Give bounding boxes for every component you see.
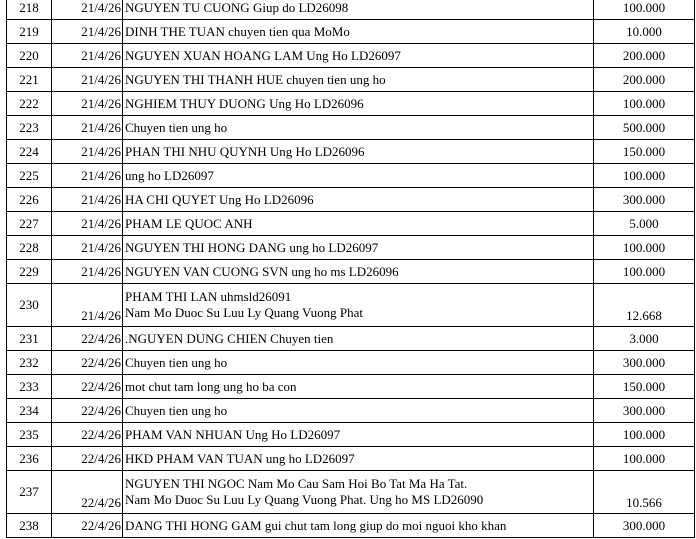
row-description	[123, 68, 594, 92]
table-row	[7, 140, 695, 164]
row-amount: 200.000	[594, 44, 695, 68]
table-row	[7, 327, 695, 351]
description-line: ung ho LD26097	[125, 167, 214, 183]
row-date: 21/4/26	[52, 92, 123, 116]
row-date: 21/4/26	[52, 0, 123, 20]
row-date: 21/4/26	[52, 212, 123, 236]
row-date: 22/4/26	[52, 399, 123, 423]
description-line: NGUYEN VAN CUONG SVN ung ho ms LD26096	[125, 263, 399, 279]
description-line: NGUYEN TU CUONG Giup do LD26098	[125, 0, 349, 15]
row-amount: 3.000	[594, 327, 695, 351]
row-amount: 300.000	[594, 188, 695, 212]
row-description	[123, 327, 594, 351]
row-date: 21/4/26	[52, 140, 123, 164]
row-date: 21/4/26	[52, 188, 123, 212]
row-description	[123, 236, 594, 260]
table-row	[7, 284, 695, 327]
table-row	[7, 375, 695, 399]
row-number: 234	[7, 399, 52, 423]
row-amount: 100.000	[594, 164, 695, 188]
description-line: NGUYEN XUAN HOANG LAM Ung Ho LD26097	[125, 47, 401, 63]
row-amount: 100.000	[594, 0, 695, 20]
row-description	[123, 260, 594, 284]
row-date: 22/4/26	[52, 447, 123, 471]
description-line: Chuyen tien ung ho	[125, 402, 228, 418]
row-description	[123, 44, 594, 68]
description-line: HKD PHAM VAN TUAN ung ho LD26097	[125, 450, 355, 466]
row-amount: 100.000	[594, 423, 695, 447]
row-amount: 150.000	[594, 375, 695, 399]
row-amount: 300.000	[594, 399, 695, 423]
row-number: 220	[7, 44, 52, 68]
table-row	[7, 20, 695, 44]
row-number: 231	[7, 327, 52, 351]
row-date: 21/4/26	[52, 116, 123, 140]
row-number: 229	[7, 260, 52, 284]
row-amount: 100.000	[594, 447, 695, 471]
row-amount: 100.000	[594, 92, 695, 116]
row-date: 21/4/26	[52, 44, 123, 68]
row-number: 224	[7, 140, 52, 164]
row-date: 21/4/26	[52, 68, 123, 92]
row-description	[123, 351, 594, 375]
description-line: .NGUYEN DUNG CHIEN Chuyen tien	[125, 330, 334, 346]
row-date: 21/4/26	[52, 284, 123, 327]
row-number: 232	[7, 351, 52, 375]
row-description	[123, 164, 594, 188]
table-body	[7, 0, 695, 538]
table-row	[7, 351, 695, 375]
row-date: 21/4/26	[52, 236, 123, 260]
row-description	[123, 116, 594, 140]
table-row	[7, 236, 695, 260]
table-row	[7, 188, 695, 212]
row-number: 223	[7, 116, 52, 140]
description-line: PHAM LE QUOC ANH	[125, 215, 253, 231]
description-line: Nam Mo Duoc Su Luu Ly Quang Vuong Phat	[125, 305, 364, 320]
table-row	[7, 447, 695, 471]
row-description	[123, 399, 594, 423]
row-number: 230	[7, 284, 52, 327]
row-description	[123, 471, 594, 514]
table-row	[7, 514, 695, 538]
row-number: 226	[7, 188, 52, 212]
row-description	[123, 92, 594, 116]
row-amount: 300.000	[594, 351, 695, 375]
row-date: 21/4/26	[52, 260, 123, 284]
row-description	[123, 284, 594, 327]
description-line: NGUYEN THI HONG DANG ung ho LD26097	[125, 239, 379, 255]
row-amount: 200.000	[594, 68, 695, 92]
row-description	[123, 423, 594, 447]
row-date: 21/4/26	[52, 164, 123, 188]
description-line: PHAN THI NHU QUYNH Ung Ho LD26096	[125, 143, 365, 159]
table-row	[7, 399, 695, 423]
description-line: PHAM VAN NHUAN Ung Ho LD26097	[125, 426, 341, 442]
table-row	[7, 212, 695, 236]
row-description	[123, 140, 594, 164]
table-row	[7, 260, 695, 284]
description-line: Chuyen tien ung ho	[125, 119, 228, 135]
row-amount: 5.000	[594, 212, 695, 236]
row-number: 218	[7, 0, 52, 20]
description-line: PHAM THI LAN uhmsld26091	[125, 289, 292, 304]
row-date: 22/4/26	[52, 327, 123, 351]
row-date: 22/4/26	[52, 423, 123, 447]
row-number: 227	[7, 212, 52, 236]
row-amount: 100.000	[594, 236, 695, 260]
table-row	[7, 0, 695, 20]
row-number: 225	[7, 164, 52, 188]
row-amount: 500.000	[594, 116, 695, 140]
description-line: HA CHI QUYET Ung Ho LD26096	[125, 191, 314, 207]
table-row	[7, 68, 695, 92]
row-description	[123, 447, 594, 471]
row-description	[123, 212, 594, 236]
row-description	[123, 375, 594, 399]
row-date: 21/4/26	[52, 20, 123, 44]
table-row	[7, 44, 695, 68]
row-number: 233	[7, 375, 52, 399]
table-row	[7, 92, 695, 116]
donation-table	[6, 0, 695, 538]
description-line: mot chut tam long ung ho ba con	[125, 378, 297, 394]
description-line: NGUYEN THI NGOC Nam Mo Cau Sam Hoi Bo Tat Ma Ha Tat.	[125, 476, 468, 491]
table-row	[7, 116, 695, 140]
row-amount: 10.000	[594, 20, 695, 44]
row-number: 221	[7, 68, 52, 92]
row-date: 22/4/26	[52, 471, 123, 514]
row-description	[123, 0, 594, 20]
row-amount: 10.566	[594, 471, 695, 514]
row-amount: 150.000	[594, 140, 695, 164]
row-number: 228	[7, 236, 52, 260]
row-number: 238	[7, 514, 52, 538]
row-date: 22/4/26	[52, 375, 123, 399]
description-line: Nam Mo Duoc Su Luu Ly Quang Vuong Phat. Ung ho MS LD26090	[125, 492, 484, 507]
row-date: 22/4/26	[52, 351, 123, 375]
row-number: 235	[7, 423, 52, 447]
description-line: NGHIEM THUY DUONG Ung Ho LD26096	[125, 95, 364, 111]
row-number: 237	[7, 471, 52, 514]
description-line: NGUYEN THI THANH HUE chuyen tien ung ho	[125, 71, 386, 87]
row-number: 222	[7, 92, 52, 116]
row-description	[123, 20, 594, 44]
table-row	[7, 471, 695, 514]
row-amount: 12.668	[594, 284, 695, 327]
description-line: DINH THE TUAN chuyen tien qua MoMo	[125, 23, 350, 39]
table-row	[7, 164, 695, 188]
row-amount: 100.000	[594, 260, 695, 284]
description-line: Chuyen tien ung ho	[125, 354, 228, 370]
row-amount: 300.000	[594, 514, 695, 538]
table-row	[7, 423, 695, 447]
row-description	[123, 514, 594, 538]
row-number: 219	[7, 20, 52, 44]
row-number: 236	[7, 447, 52, 471]
row-date: 22/4/26	[52, 514, 123, 538]
description-line: DANG THI HONG GAM gui chut tam long giup do moi nguoi kho khan	[125, 517, 507, 533]
row-description	[123, 188, 594, 212]
